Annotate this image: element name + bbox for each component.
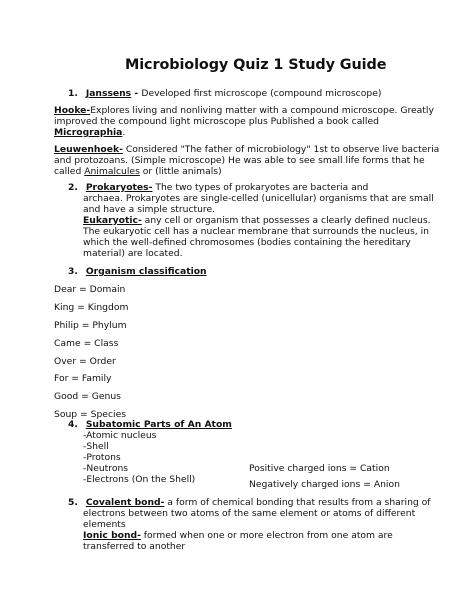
classification-item: Dear = Domain [54, 284, 126, 295]
eukaryotic-text-1: any cell or organism that possesses a clearly defined nucleus. [141, 215, 431, 226]
section-3-title: Organism classification [85, 266, 207, 277]
ionic-line-2: transferred to another [83, 541, 186, 552]
atom-part-item: -Electrons (On the Shell) [83, 474, 196, 485]
section-1-number: 1. [68, 88, 78, 99]
leeuwenhoek-line-1 [54, 144, 439, 155]
hooke-line-3 [54, 127, 125, 138]
hooke-term: Hooke- [54, 105, 91, 116]
section-5-line-1 [68, 497, 431, 508]
covalent-line-2: electrons between two atoms of the same element or atoms of different [83, 508, 416, 519]
anion-definition: Negatively charged ions = Anion [249, 479, 400, 490]
cation-definition: Positive charged ions = Cation [249, 463, 390, 474]
atom-part-item: -Shell [83, 441, 109, 452]
section-3-number: 3. [68, 266, 78, 277]
hooke-line-1 [54, 105, 434, 116]
classification-item: Soup = Species [54, 409, 127, 420]
section-1-desc: Developed first microscope (compound microscope) [141, 88, 382, 99]
ionic-line-1 [83, 530, 393, 541]
classification-item: Good = Genus [54, 391, 121, 402]
prokaryotes-line-3: and have a simple structure. [83, 204, 216, 215]
section-2-number: 2. [68, 182, 78, 193]
page-title: Microbiology Quiz 1 Study Guide [125, 57, 387, 73]
atom-part-item: -Atomic nucleus [83, 430, 157, 441]
covalent-bond-term: Covalent bond- [85, 497, 165, 508]
eukaryotic-line-2: The eukaryotic cell has a nuclear membrane that surrounds the nucleus, in [83, 226, 430, 237]
section-1-line [68, 88, 381, 99]
hooke-book: Micrographia [54, 127, 123, 138]
leeuwenhoek-text-3b: or (little animals) [139, 166, 222, 177]
classification-item: Over = Order [54, 356, 116, 367]
eukaryotic-line-1 [83, 215, 431, 226]
section-1-term: Janssens [85, 88, 132, 99]
prokaryotes-line-2: archaea. Prokaryotes are single-celled (unicellular) organisms that are small [83, 193, 434, 204]
eukaryotic-line-4: material) are located. [83, 248, 183, 259]
ionic-bond-term: Ionic bond- [83, 530, 141, 541]
leeuwenhoek-text-1: Considered "The father of microbiology" 1st to observe live bacteria [122, 144, 440, 155]
section-2-line-1 [68, 182, 368, 193]
hooke-period: . [122, 127, 126, 138]
section-5-number: 5. [68, 497, 78, 508]
section-4-heading [68, 419, 232, 430]
classification-item: King = Kingdom [54, 302, 129, 313]
covalent-line-3: elements [83, 519, 126, 530]
atom-part-item: -Neutrons [83, 463, 129, 474]
section-3-heading [68, 266, 207, 277]
animalcules-term: Animalcules [84, 166, 140, 177]
eukaryotic-line-3: which the well-defined chromosomes (bodies containing the hereditary [83, 237, 411, 248]
leeuwenhoek-line-3 [54, 166, 222, 177]
section-1-sep: - [131, 88, 142, 99]
covalent-text-1: a form of chemical bonding that results from a sharing of [164, 497, 431, 508]
prokaryotes-term: Prokaryotes- [85, 182, 153, 193]
classification-item: Philip = Phylum [54, 320, 127, 331]
eukaryotic-term: Eukaryotic- [83, 215, 142, 226]
hooke-text-1: Explores living and nonliving matter with a compound microscope. Greatly [90, 105, 434, 116]
ionic-text-1: formed when one or more electron from one atom are [140, 530, 393, 541]
classification-item: For = Family [54, 373, 112, 384]
prokaryotes-text-1: The two types of prokaryotes are bacteria and [152, 182, 369, 193]
atom-part-item: -Protons [83, 452, 121, 463]
leeuwenhoek-text-3a: called [54, 166, 85, 177]
leeuwenhoek-term: Leuwenhoek- [54, 144, 123, 155]
section-4-title: Subatomic Parts of An Atom [85, 419, 232, 430]
section-4-number: 4. [68, 419, 78, 430]
leeuwenhoek-line-2: and protozoans. (Simple microscope) He was able to see small life forms that he [54, 155, 425, 166]
hooke-line-2: improved the compound light microscope plus Published a book called [54, 116, 379, 127]
classification-item: Came = Class [54, 338, 119, 349]
